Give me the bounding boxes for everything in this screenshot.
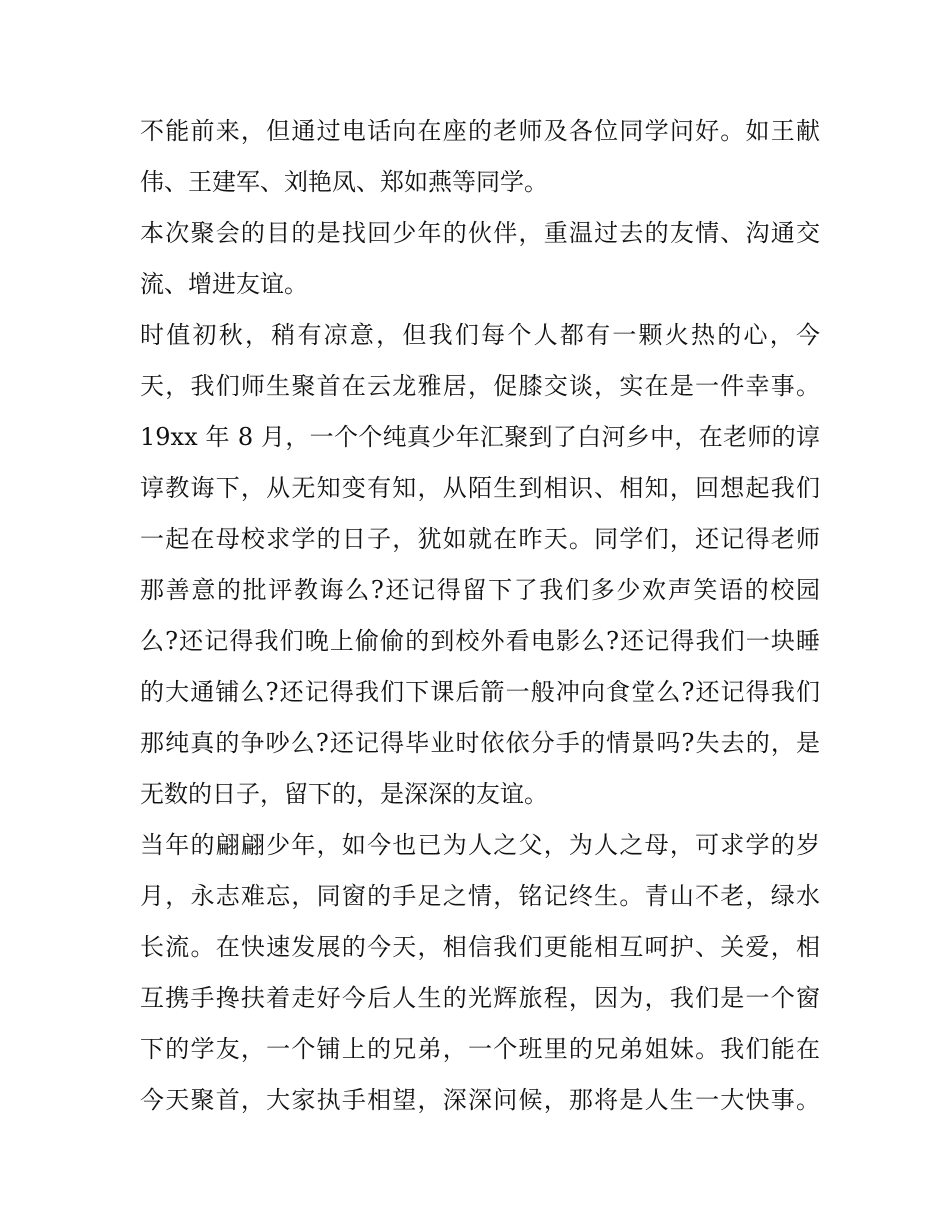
text-line: 长流。在快速发展的今天，相信我们更能相互呵护、关爱，相 — [140, 933, 820, 961]
text-line: 本次聚会的目的是找回少年的伙伴，重温过去的友情、沟通交 — [140, 219, 820, 247]
body-text — [140, 106, 820, 1126]
text-line: 互携手搀扶着走好今后人生的光辉旅程，因为，我们是一个窗 — [140, 984, 820, 1012]
text-line: 今天聚首，大家执手相望，深深问候，那将是人生一大快事。 — [140, 1086, 820, 1114]
text-line: 流、增进友谊。 — [140, 270, 308, 298]
text-line: 伟、王建军、刘艳凤、郑如燕等同学。 — [140, 168, 548, 196]
text-line: 不能前来，但通过电话向在座的老师及各位同学问好。如王献 — [140, 117, 820, 145]
text-line: 么?还记得我们晚上偷偷的到校外看电影么?还记得我们一块睡 — [140, 627, 820, 655]
text-line: 那纯真的争吵么?还记得毕业时依依分手的情景吗?失去的，是 — [140, 729, 820, 757]
text-line: 谆教诲下，从无知变有知，从陌生到相识、相知，回想起我们 — [140, 474, 820, 502]
text-line: 下的学友，一个铺上的兄弟，一个班里的兄弟姐妹。我们能在 — [140, 1035, 820, 1063]
text-line: 时值初秋，稍有凉意，但我们每个人都有一颗火热的心，今 — [140, 321, 820, 349]
text-line: 当年的翩翩少年，如今也已为人之父，为人之母，可求学的岁 — [140, 831, 820, 859]
text-line: 天，我们师生聚首在云龙雅居，促膝交谈，实在是一件幸事。 — [140, 372, 820, 400]
text-line: 无数的日子，留下的，是深深的友谊。 — [140, 780, 548, 808]
text-line: 那善意的批评教诲么?还记得留下了我们多少欢声笑语的校园 — [140, 576, 820, 604]
text-line: 一起在母校求学的日子，犹如就在昨天。同学们，还记得老师 — [140, 525, 820, 553]
text-line: 的大通铺么?还记得我们下课后箭一般冲向食堂么?还记得我们 — [140, 678, 820, 706]
text-line: 19xx 年 8 月，一个个纯真少年汇聚到了白河乡中，在老师的谆 — [140, 423, 820, 451]
text-line: 月，永志难忘，同窗的手足之情，铭记终生。青山不老，绿水 — [140, 882, 820, 910]
